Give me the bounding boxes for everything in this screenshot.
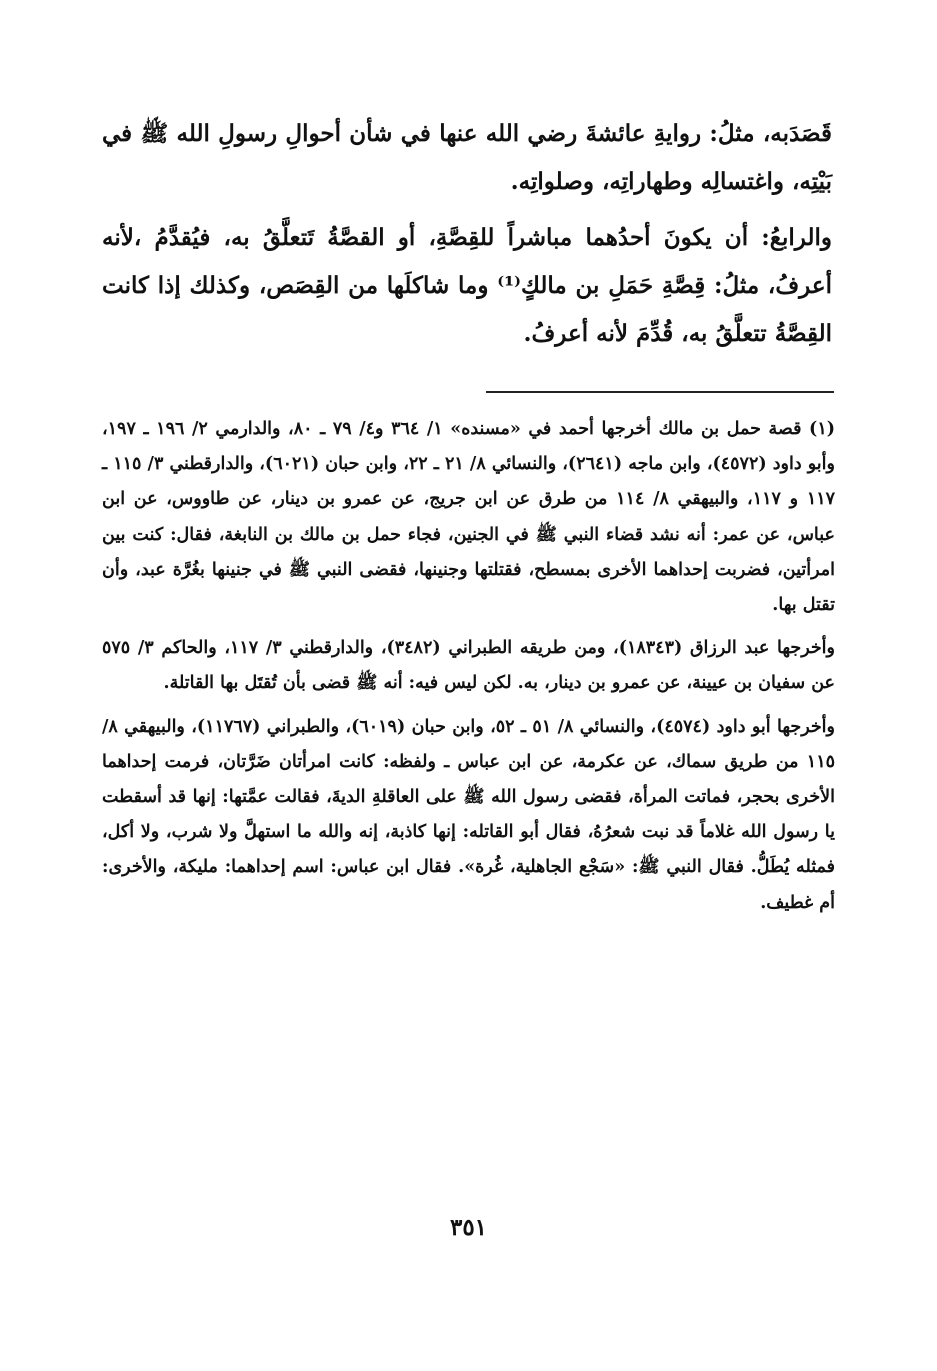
footnote-separator [486, 391, 834, 393]
page-number: ٣٥١ [449, 1214, 488, 1241]
footnote-paragraph: وأخرجها عبد الرزاق (١٨٣٤٣)، ومن طريقه الطبراني (٣٤٨٢)، والدارقطني ٣/ ١١٧، والحاكم ٣/ ٥٧٥ عن سفيان بن عيينة، عن عمرو بن دينار، به. لكن ليس فيه: أنه ﷺ قضى بأن تُقتَل بها القاتلة. [102, 638, 835, 694]
footnotes [102, 412, 835, 929]
body-paragraph: قَصَدَبه، مثلُ: روايةِ عائشةَ رضي الله عنها في شأن أحوالِ رسولِ الله ﷺ في بَيْتِه، واغتسالِه وطهاراتِه، وصلواتِه. [102, 120, 832, 195]
footnote-paragraph: وأخرجها أبو داود (٤٥٧٤)، والنسائي ٨/ ٥١ ـ ٥٢، وابن حبان (٦٠١٩)، والطبراني (١١٧٦٧)، والبيهقي ٨/ ١١٥ من طريق سماك، عن عكرمة، عن ابن عباس ـ ولفظه: كانت امرأتان ضَرَّتان، فرمت إحداهما الأخرى بحجر، فماتت المرأة، فقضى رسول الله ﷺ على العاقلةِ الديةَ، فقالت عمَّتها: إنها قد أسقطت يا رسول الله غلاماً قد نبت شعرُهُ، فقال أبو القاتله: إنها كاذبة، إنه والله ما استهلَّ ولا شرب، ولا أكل، فمثله يُطَلُّ. فقال النبي ﷺ: «سَجْع الجاهلية، غُرة». فقال ابن عباس: اسم إحداهما: مليكة، والأخرى: أم غطيف. [102, 716, 835, 913]
body-paragraph: والرابعُ: أن يكونَ أحدُهما مباشراً للقِصَّةِ، أو القصَّةُ تَتعلَّقُ به، فيُقدَّمُ ،لأنه أعرفُ، مثلُ: قِصَّةِ حَمَلِ بن مالكٍ⁽¹⁾ وما شاكلَها من القِصَص، وكذلك إذا كانت القِصَّةُ تتعلَّقُ به، قُدِّمَ لأنه أعرفُ. [102, 224, 832, 347]
footnote-paragraph: (١) قصة حمل بن مالك أخرجها أحمد في «مسنده» ١/ ٣٦٤ و٤/ ٧٩ ـ ٨٠، والدارمي ٢/ ١٩٦ ـ ١٩٧، وأبو داود (٤٥٧٢)، وابن ماجه (٢٦٤١)، والنسائي ٨/ ٢١ ـ ٢٢، وابن حبان (٦٠٢١)، والدارقطني ٣/ ١١٥ ـ ١١٧ و ١١٧، والبيهقي ٨/ ١١٤ من طرق عن ابن جريج، عن عمرو بن دينار، عن طاووس، عن ابن عباس، عن عمر: أنه نشد قضاء النبي ﷺ في الجنين، فجاء حمل بن مالك بن النابغة، فقال: كنت بين امرأتين، فضربت إحداهما الأخرى بمسطح، فقتلتها وجنينها، فقضى النبي ﷺ في جنينها بغُرَّة عبد، وأن تقتل بها. [102, 419, 836, 616]
main-text [102, 110, 832, 366]
